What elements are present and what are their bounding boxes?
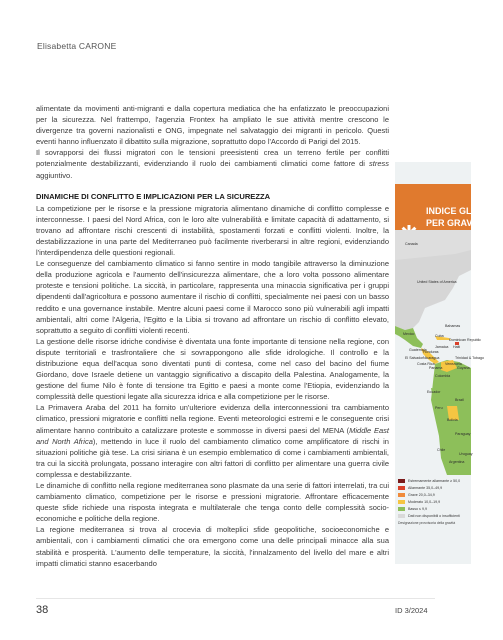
paragraph: La gestione delle risorse idriche condivise è diventata una fonte importante di tensione nella regione, con dispute territoriali e trasfrontaliere che si sovrappongono alle sfide idrologiche. Il controllo e la distribuzione equa dell'acqua sono diventati punti di contesa, come nel caso del bacino del fiume Giordano, dove Israele detiene un vantaggio significativo a discapito della Palestina. Analogamente, la gestione del fiume Nilo è fonte di tensione tra Egitto e paesi a monte come l'Etiopia, evidenziando la complessità delle questioni legate alla sicurezza idrica e alla competizione per le risorse. [36, 336, 389, 402]
paragraph: La competizione per le risorse e la pressione migratoria alimentano dinamiche di conflitto complesse e interconnesse. I paesi del Nord Africa, con le loro alte vulnerabilità e limitate capacità di adattamento, si trovano ad affrontare rischi crescenti di instabilità, spostamenti forzati e conflitti violenti. Inoltre, la destabilizzazione in una parte del Mediterraneo può facilmente riverberarsi in altre regioni, evidenziando l'interdipendenza delle questioni regionali. [36, 203, 389, 258]
label-brazil: Brazil [455, 398, 464, 402]
legend-item: Allarmante 35,0–49,9 [398, 484, 472, 491]
label-bahamas: Bahamas [445, 324, 461, 328]
label-cuba: Cuba [435, 334, 444, 338]
mexico-shape [395, 326, 423, 348]
page-number: 38 [36, 604, 49, 616]
label-honduras: Honduras [423, 350, 439, 354]
label-ecuador: Ecuador [427, 390, 441, 394]
label-peru: Peru [435, 406, 443, 410]
label-venezuela: Venezuela [445, 362, 462, 366]
label-argentina: Argentina [449, 460, 465, 464]
label-uruguay: Uruguay [459, 452, 473, 456]
paragraph: Le dinamiche di conflitto nella regione mediterranea sono plasmate da una serie di fattori interrelati, tra cui cambiamento climatico, competizione per le risorse e pressioni migratorie. Affrontare efficacemente queste sfide richiede una risposta integrata e multilaterale che tenga conto delle complessità socio-economiche e politiche della regione. [36, 481, 389, 524]
paragraph: alimentate da movimenti anti-migranti e dalla copertura mediatica che ha enfatizzato le preoccupazioni per la sicurezza. Nel frattempo, l'agenzia Frontex ha ampliato le sue attività mentre crescono le divergenze tra governi nazionalisti e ONG, impegnate nel salvataggio dei migranti in pericolo. Questi eventi hanno influenzato il dibattito sulla migrazione, soprattutto dopo l'Accordo di Parigi del 2015. [36, 104, 389, 147]
label-jamaica: Jamaica [435, 345, 449, 349]
hunger-index-map [395, 162, 503, 564]
legend-item: Grave 20,0–34,9 [398, 491, 472, 498]
map-title-line2: PER GRAVITÀ [426, 218, 487, 228]
legend-item: Dati non disponibili o insufficienti [398, 512, 472, 519]
label-colombia: Colombia [435, 374, 451, 378]
label-guatemala: Guatemala [409, 348, 427, 352]
article-body [36, 103, 389, 569]
label-dominican-republic: Dominican Republic [449, 338, 481, 342]
label-chile: Chile [437, 448, 446, 452]
map-legend [398, 477, 472, 526]
legend-item: Basso ≤ 9,9 [398, 505, 472, 512]
label-usa: United States of America [417, 280, 457, 284]
label-paraguay: Paraguay [455, 432, 471, 436]
issue-label: ID 3/2024 [395, 606, 428, 615]
label-costa-rica: Costa Rica [417, 362, 435, 366]
label-canada: Canada [405, 242, 418, 246]
label-el-salvador: El Salvador [405, 356, 424, 360]
label-bolivia: Bolivia [447, 418, 458, 422]
paragraph: Le conseguenze del cambiamento climatico si fanno sentire in modo tangibile attraverso la diminuzione della produzione agricola e l'aumento dell'insicurezza alimentare, che a loro volta possono alimentare proteste e tensioni politiche. La siccità, in particolare, rappresenta una minaccia significativa per i gruppi dipendenti dall'agricoltura e possono aumentare il rischio di conflitti, specialmente nei paesi con un basso reddito e una governance instabile. Mentre alcuni paesi come il Marocco sono più vulnerabili agli impatti ambientali, altri come l'Algeria, l'Egitto e la Libia si trovano ad affrontare un rischio di conflitto elevato, soprattutto a seguito di conflitti violenti recenti. [36, 259, 389, 335]
paragraph: La regione mediterranea si trova al crocevia di molteplici sfide geopolitiche, socioeconomiche e ambientali, con i cambiamenti climatici che ora emergono come una delle principali minacce alla sua stabilità e prosperità. L'aumento delle temperature, la siccità, l'innalzamento del livello del mare e altri impatti climatici stanno esacerbando [36, 525, 389, 568]
map-title-line1: INDICE GLOBALE [426, 206, 503, 216]
section-heading: DINAMICHE DI CONFLITTO E IMPLICAZIONI PER LA SICUREZZA [36, 191, 271, 201]
label-haiti: Haiti [453, 345, 461, 349]
legend-item: Moderato 10,0–19,9 [398, 498, 472, 505]
legend-item: Estremamente allarmante ≥ 50,0 [398, 477, 472, 484]
label-trinidad: Trinidad & Tobago [455, 356, 484, 360]
label-mexico: Mexico [403, 332, 415, 336]
cesvi-logo [395, 192, 421, 230]
label-nicaragua: Nicaragua [423, 356, 440, 360]
label-guyana: Guyana [457, 366, 470, 370]
paragraph: Il sovrapporsi dei flussi migratori con le tensioni preesistenti crea un terreno fertile per conflitti potenzialmente destabilizzanti, evidenziando il ruolo dei cambiamenti climatici come fattore di stress aggiuntivo. [36, 148, 389, 180]
author-name: Elisabetta CARONE [37, 41, 117, 51]
label-panama: Panama [429, 366, 443, 370]
footer-divider [36, 598, 435, 599]
paragraph: La Primavera Araba del 2011 ha fornito un'ulteriore evidenza della interconnessioni tra cambiamento climatico, pressioni migratorie e conflitti nella regione. Eventi meteorologici estremi e le conseguente crisi alimentare hanno contribuito a catalizzare proteste e sommosse in diversi paesi del MENA (Middle East and North Africa), mettendo in luce il ruolo del cambiamento climatico come amplificatore di rischi in situazioni politiche già tese. La crisi siriana è un esempio emblematico di come i cambiamenti ambientali, tra cui la siccità prolungata, possano interagire con altri fattori di conflitto per alimentare una guerra civile complessa e destabilizzante. [36, 403, 389, 479]
legend-note: Designazione provvisoria della gravità [398, 521, 456, 525]
